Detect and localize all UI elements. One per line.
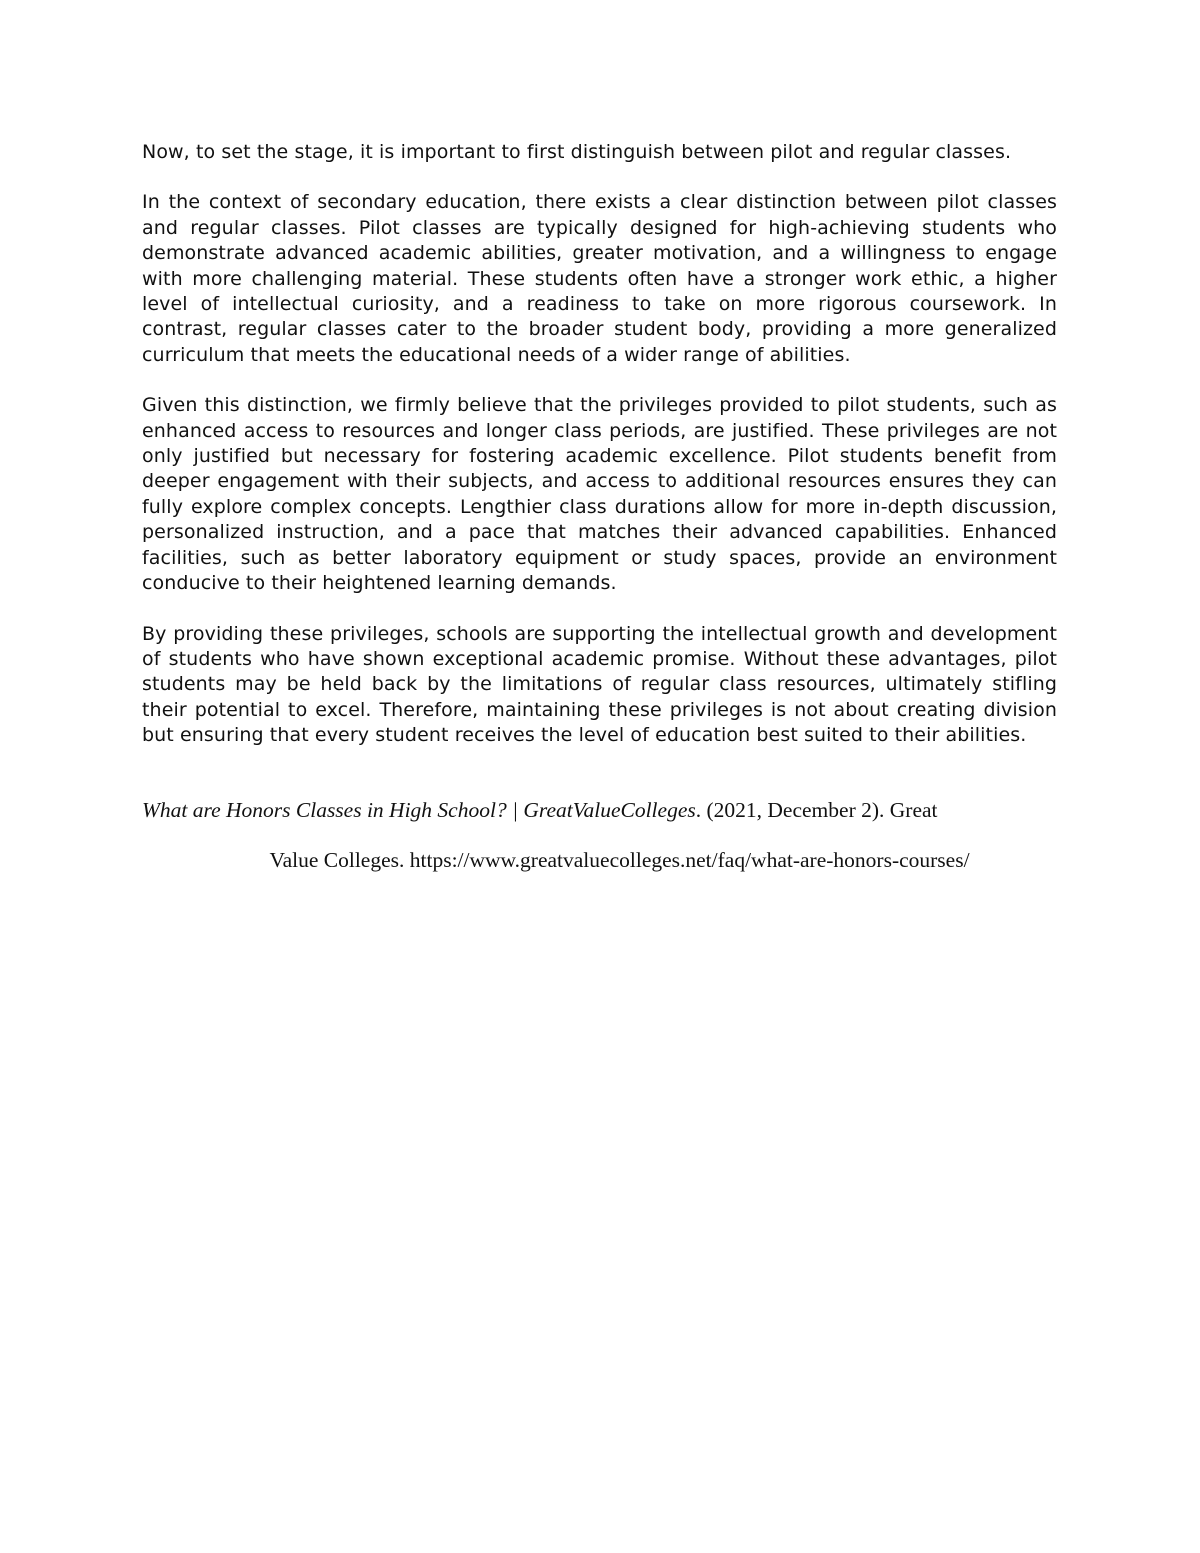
paragraph-intro: Now, to set the stage, it is important to first distinguish between pilot and regular classes. [142, 141, 1012, 163]
citation-line-2: Value Colleges. https://www.greatvaluecolleges.net/faq/what-are-honors-courses/ [269, 847, 970, 872]
citation-line-1 [142, 797, 1057, 823]
document-body [142, 140, 1057, 873]
paragraph-distinction: In the context of secondary education, there exists a clear distinction between pilot classes and regular classes. Pilot classes are typically designed for high-achieving students who demonstrate advanced academic abilities, greater motivation, and a willingness to engage with more challenging material. These students often have a stronger work ethic, a higher level of intellectual curiosity, and a readiness to take on more rigorous coursework. In contrast, regular classes cater to the broader student body, providing a more generalized curriculum that meets the educational needs of a wider range of abilities. [142, 191, 1057, 366]
paragraph-conclusion: By providing these privileges, schools are supporting the intellectual growth and development of students who have shown exceptional academic promise. Without these advantages, pilot students may be held back by the limitations of regular class resources, ultimately stifling their potential to excel. Therefore, maintaining these privileges is not about creating division but ensuring that every student receives the level of education best suited to their abilities. [142, 622, 1057, 747]
citation-date-publisher: . (2021, December 2). Great [695, 797, 938, 822]
citation-title: What are Honors Classes in High School? | GreatValueColleges [142, 797, 696, 822]
paragraph-privileges: Given this distinction, we firmly believe that the privileges provided to pilot students, such as enhanced access to resources and longer class periods, are justified. These privileges are not only justified but necessary for fostering academic excellence. Pilot students benefit from deeper engagement with their subjects, and access to additional resources ensures they can fully explore complex concepts. Lengthier class durations allow for more in-depth discussion, personalized instruction, and a pace that matches their advanced capabilities. Enhanced facilities, such as better laboratory equipment or study spaces, provide an environment conducive to their heightened learning demands. [142, 394, 1057, 595]
reference-citation [142, 797, 1057, 873]
